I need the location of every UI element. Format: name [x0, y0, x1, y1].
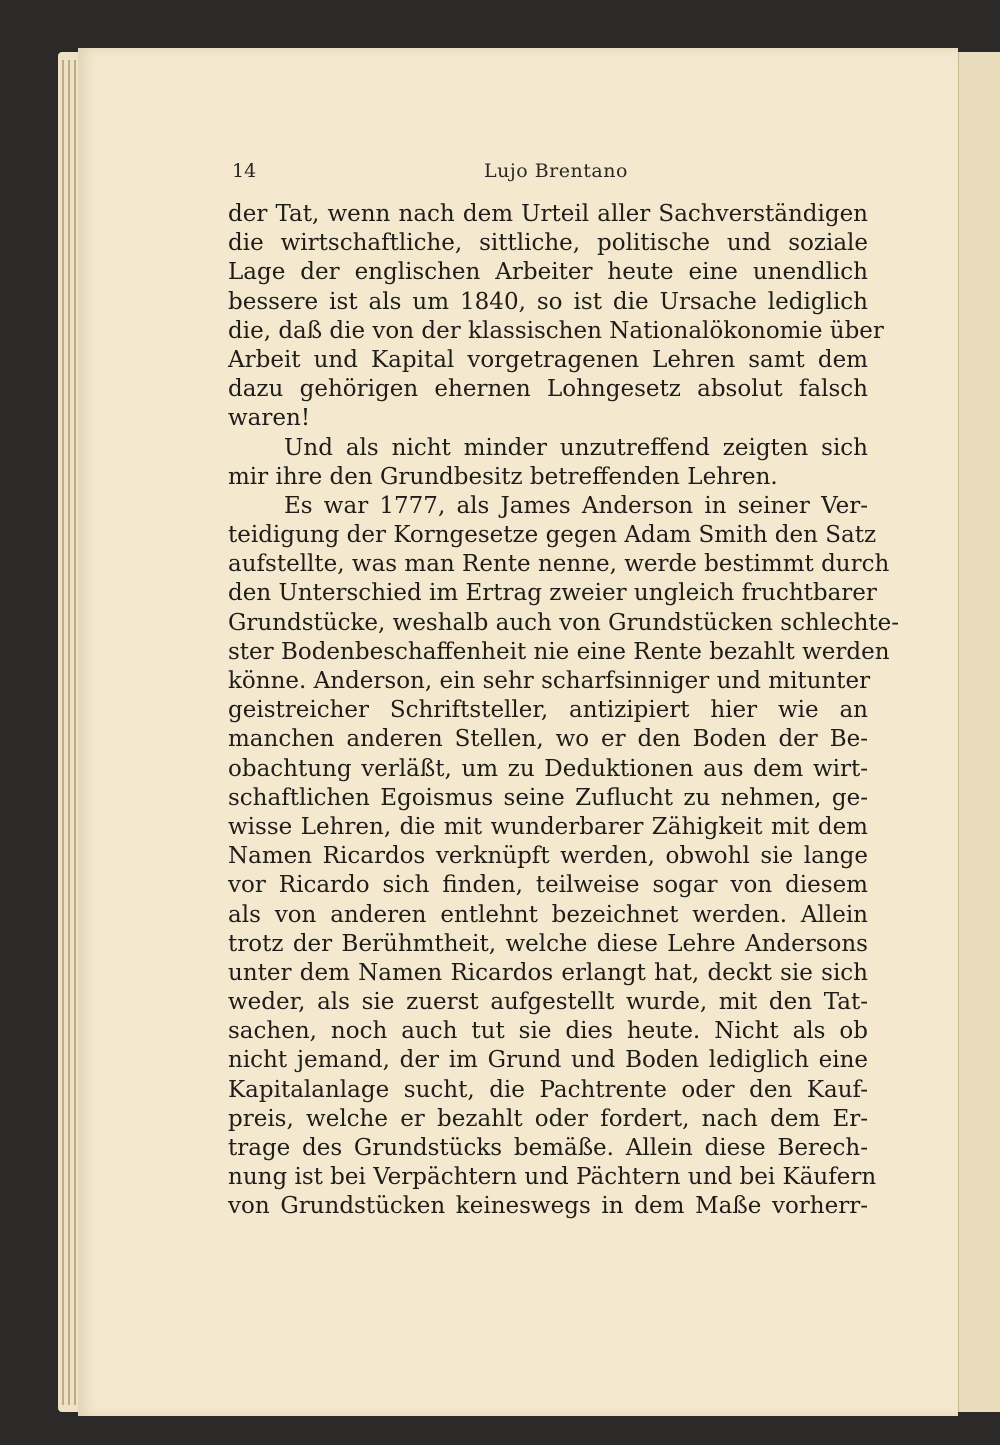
text-line: Lage der englischen Arbeiter heute eine unendlich	[228, 259, 868, 286]
page-number: 14	[232, 160, 257, 182]
page-edge	[62, 60, 64, 1405]
text-line: ster Bodenbeschaffenheit nie eine Rente bezahlt werden	[228, 638, 890, 665]
body-text	[228, 200, 900, 1222]
text-line: könne. Anderson, ein sehr scharfsinniger und mitunter	[228, 668, 871, 694]
text-line: aufstellte, was man Rente nenne, werde bestimmt durch	[228, 551, 890, 578]
text-line: der Tat, wenn nach dem Urteil aller Sachverständigen	[228, 201, 868, 227]
text-line: preis, welche er bezahlt oder fordert, nach dem Er-	[228, 1105, 868, 1132]
text-line: die, daß die von der klassischen Nationalökonomie über	[228, 317, 884, 344]
text-line: sachen, noch auch tut sie dies heute. Nicht als ob	[228, 1018, 868, 1045]
text-line: schaftlichen Egoismus seine Zuflucht zu nehmen, ge-	[228, 784, 868, 811]
text-line: teidigung der Korngesetze gegen Adam Smith den Satz	[228, 522, 877, 549]
text-line: Kapitalanlage sucht, die Pachtrente oder den Kauf-	[228, 1076, 868, 1103]
text-line: als von anderen entlehnt bezeichnet werden. Allein	[228, 901, 868, 928]
text-line: geistreicher Schriftsteller, antizipiert hier wie an	[228, 697, 868, 724]
text-line: von Grundstücken keineswegs in dem Maße vorherr-	[228, 1193, 868, 1220]
running-head	[232, 160, 868, 188]
text-line: dazu gehörigen ehernen Lohngesetz absolut falsch	[228, 376, 868, 403]
facing-page-edge	[958, 52, 1000, 1412]
text-line: bessere ist als um 1840, so ist die Ursache lediglich	[228, 288, 868, 315]
text-line: weder, als sie zuerst aufgestellt wurde, mit den Tat-	[228, 989, 868, 1016]
text-line: den Unterschied im Ertrag zweier ungleich fruchtbarer	[228, 580, 877, 607]
text-line: die wirtschaftliche, sittliche, politische und soziale	[228, 230, 868, 257]
text-line: waren!	[228, 405, 311, 432]
text-line: unter dem Namen Ricardos erlangt hat, deckt sie sich	[228, 959, 868, 986]
page-edge	[74, 60, 76, 1405]
text-line: obachtung verläßt, um zu Deduktionen aus dem wirt-	[228, 755, 868, 782]
text-line: wisse Lehren, die mit wunderbarer Zähigkeit mit dem	[228, 813, 868, 840]
text-line: Es war 1777, als James Anderson in seiner Ver-	[284, 492, 868, 519]
page-edge	[68, 60, 70, 1405]
text-line: manchen anderen Stellen, wo er den Boden der Be-	[228, 726, 868, 753]
text-line: Arbeit und Kapital vorgetragenen Lehren samt dem	[228, 346, 868, 373]
running-title: Lujo Brentano	[484, 160, 628, 182]
text-line: vor Ricardo sich finden, teilweise sogar von diesem	[228, 872, 868, 899]
text-line: trage des Grundstücks bemäße. Allein diese Berech-	[228, 1135, 868, 1161]
text-line: nung ist bei Verpächtern und Pächtern und bei Käufern	[228, 1164, 877, 1191]
text-line: Namen Ricardos verknüpft werden, obwohl sie lange	[228, 843, 868, 870]
text-line: Grundstücke, weshalb auch von Grundstücken schlechte-	[228, 609, 900, 636]
text-line: Und als nicht minder unzutreffend zeigten sich	[284, 434, 868, 461]
text-line: mir ihre den Grundbesitz betreffenden Lehren.	[228, 463, 778, 490]
text-line: nicht jemand, der im Grund und Boden lediglich eine	[228, 1047, 868, 1074]
text-line: trotz der Berühmtheit, welche diese Lehre Andersons	[228, 930, 868, 957]
